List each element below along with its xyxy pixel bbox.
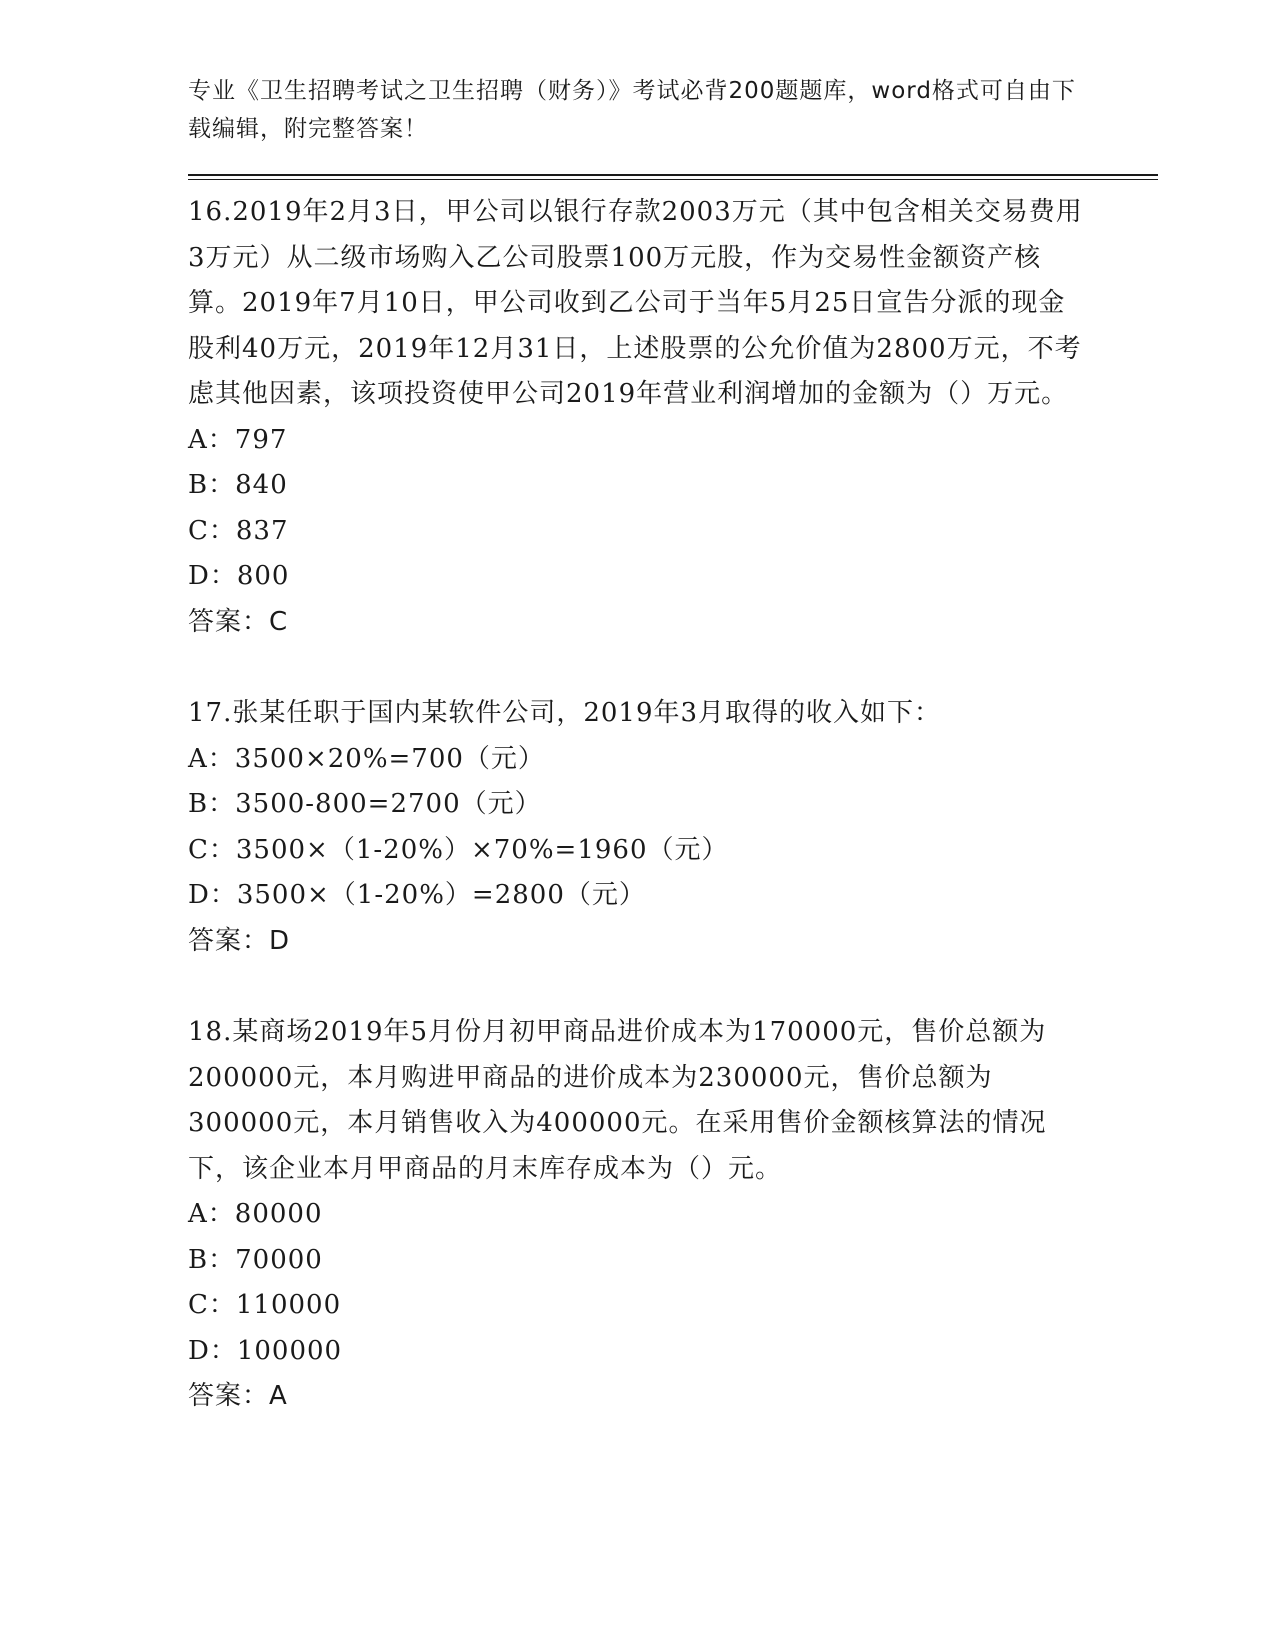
option-d: D：100000 [188, 1335, 343, 1366]
answer-line: 答案：C [188, 606, 289, 637]
option-b: B：70000 [188, 1244, 323, 1275]
option-a: A：3500×20%=700（元） [188, 743, 545, 774]
option-a: A：797 [188, 424, 288, 455]
header-divider [188, 174, 1158, 180]
question-17 [188, 691, 1158, 964]
document-page [188, 72, 1158, 1420]
option-a: A：80000 [188, 1199, 323, 1229]
option-c: C：837 [188, 515, 289, 546]
question-18 [188, 1010, 1158, 1420]
answer-line: 答案：A [188, 1381, 288, 1411]
question-stem: 16.2019年2月3日，甲公司以银行存款2003万元（其中包含相关交易费用3万元）从二级市场购入乙公司股票100万元股，作为交易性金额资产核算。2019年7月10日，甲公司收到乙公司于当年5月25日宣告分派的现金股利40万元，2019年12月31日，上述股票的公允价值为2800万元，不考虑其他因素，该项投资使甲公司2019年营业利润增加的金额为（）万元。 [188, 197, 1083, 409]
option-b: B：840 [188, 470, 288, 500]
option-d: D：800 [188, 561, 290, 591]
question-stem: 18.某商场2019年5月份月初甲商品进价成本为170000元，售价总额为200000元，本月购进甲商品的进价成本为230000元，售价总额为300000元，本月销售收入为400000元。在采用售价金额核算法的情况下，该企业本月甲商品的月末库存成本为（）元。 [188, 1017, 1047, 1184]
option-c: C：110000 [188, 1290, 342, 1320]
question-stem: 17.张某任职于国内某软件公司，2019年3月取得的收入如下： [188, 698, 942, 728]
question-16 [188, 190, 1158, 645]
option-b: B：3500-800=2700（元） [188, 789, 542, 819]
option-c: C：3500×（1-20%）×70%=1960（元） [188, 834, 729, 865]
answer-line: 答案：D [188, 925, 291, 956]
option-d: D：3500×（1-20%）=2800（元） [188, 880, 646, 910]
document-title: 专业《卫生招聘考试之卫生招聘（财务）》考试必背200题题库，word格式可自由下载编辑，附完整答案！ [188, 78, 1076, 142]
